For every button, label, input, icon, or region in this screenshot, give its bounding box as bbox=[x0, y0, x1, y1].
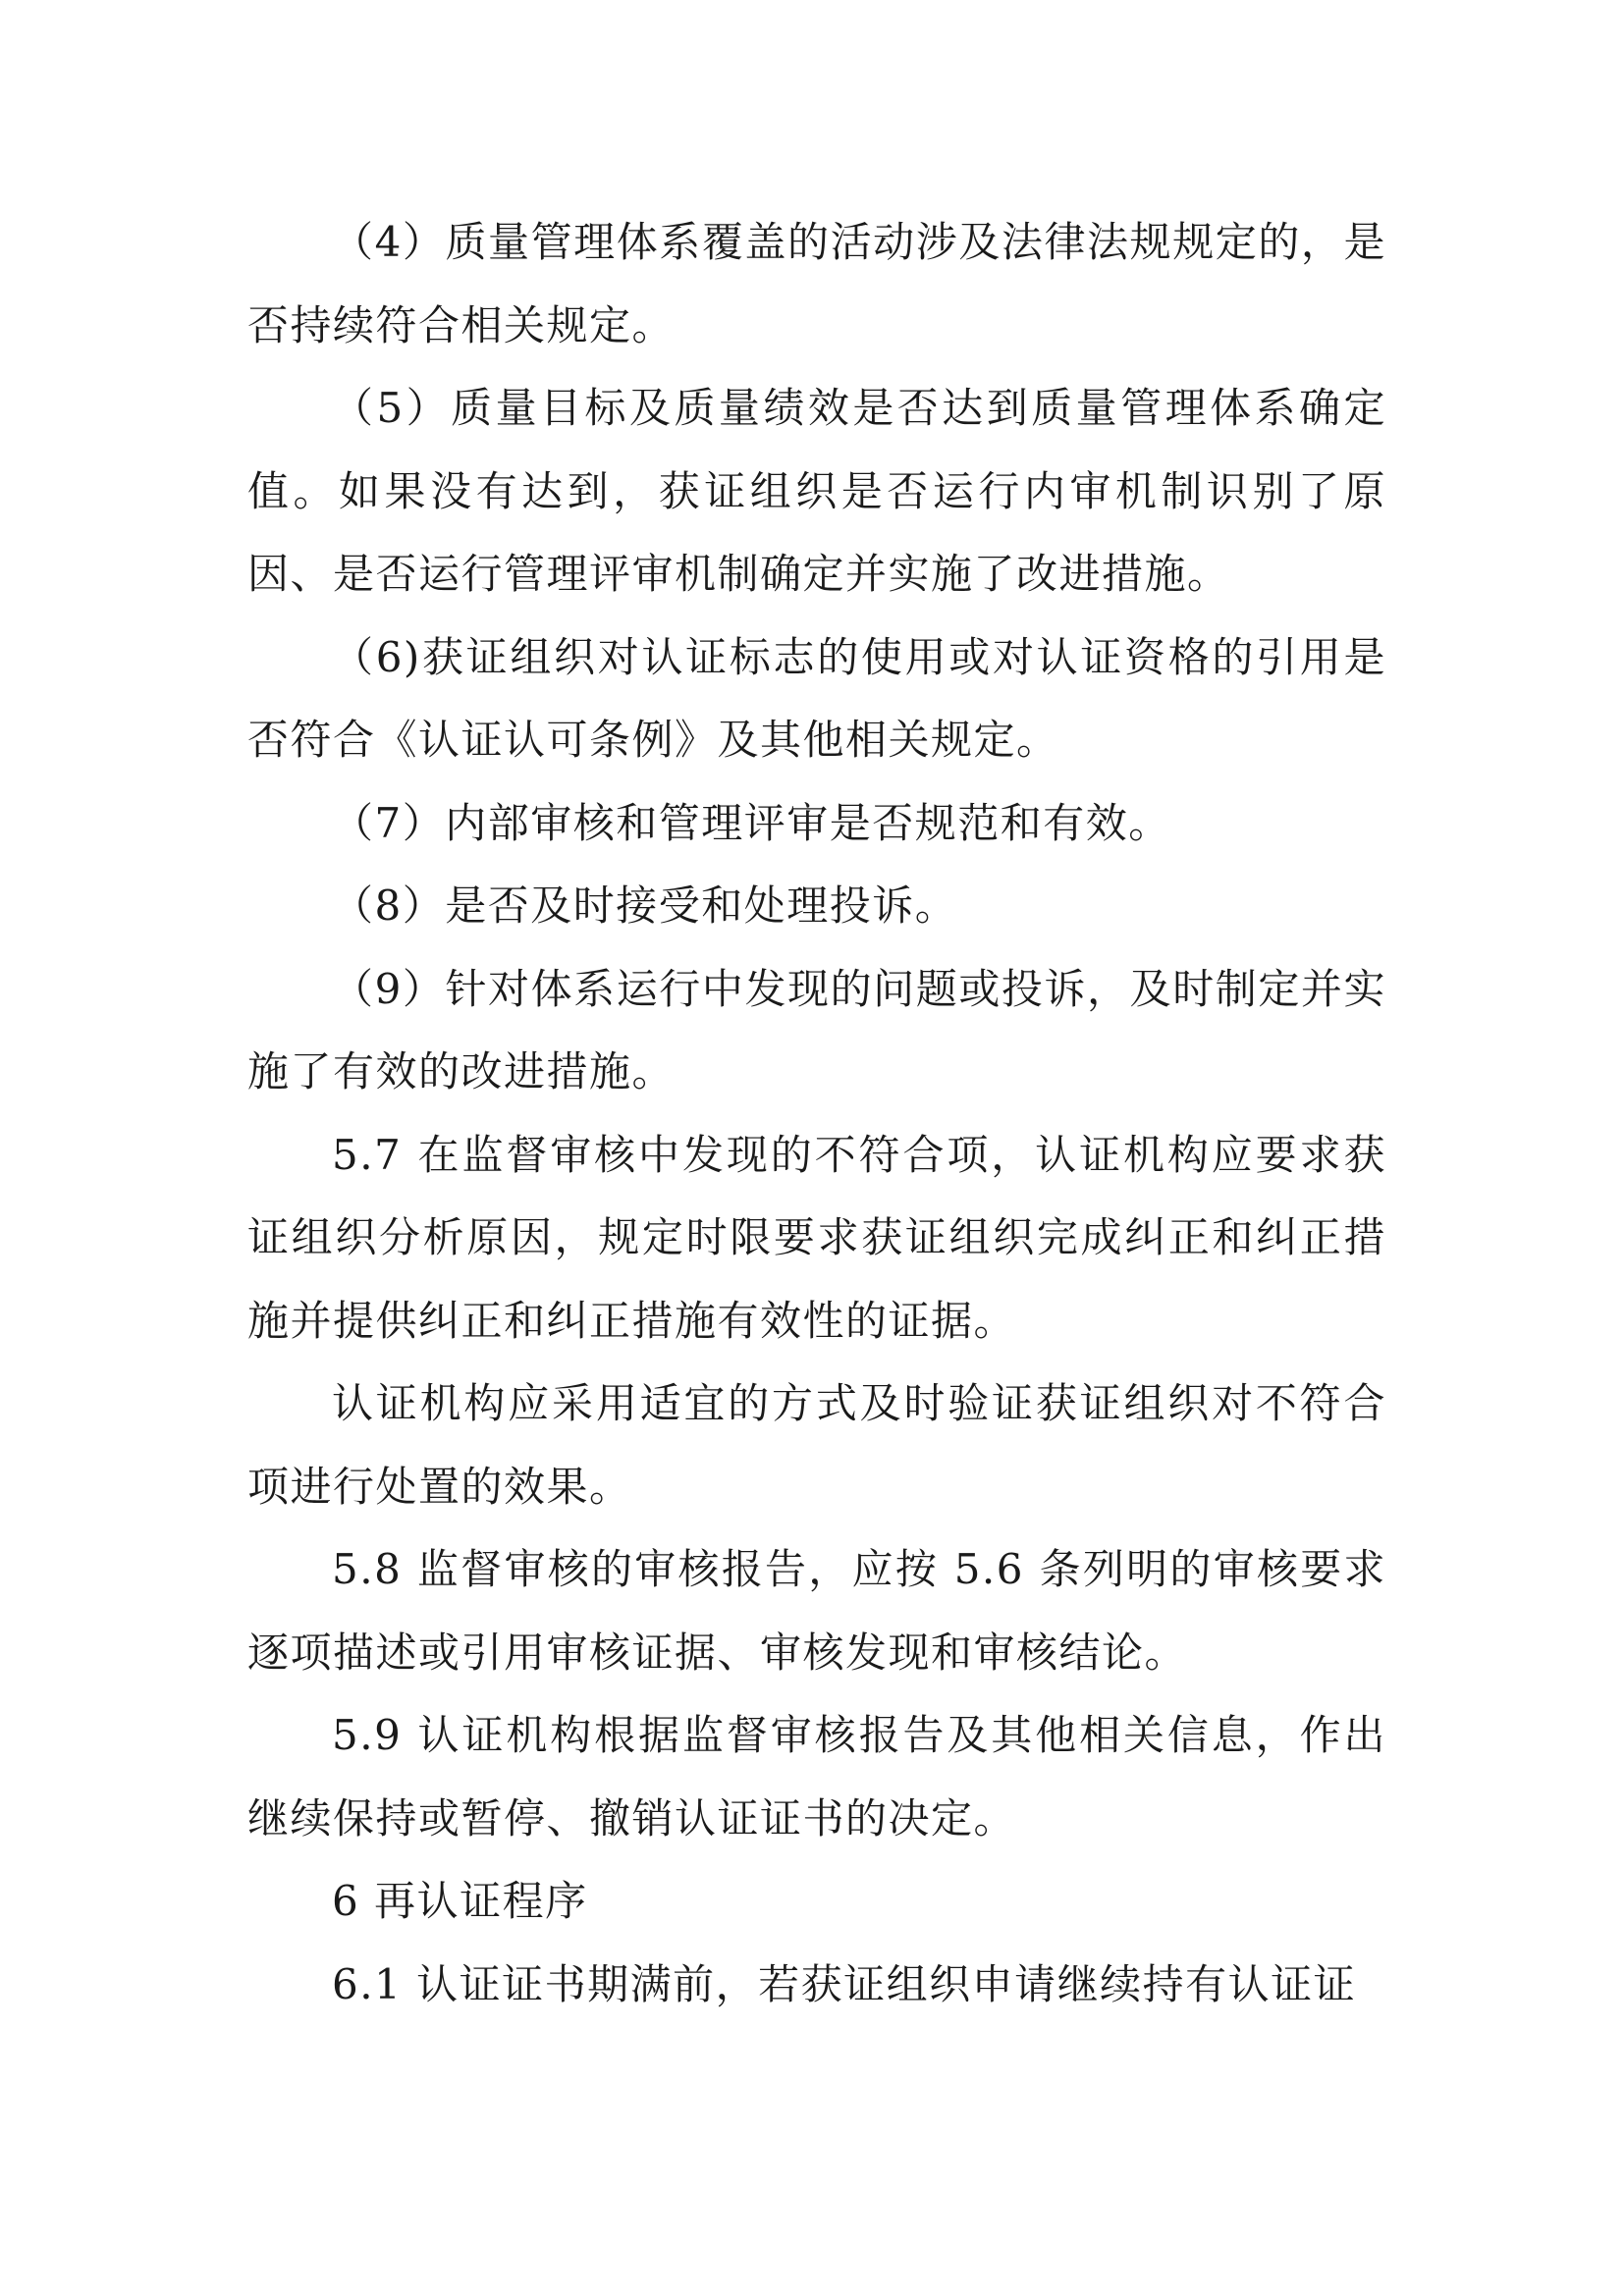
paragraph-section-5-7: 5.7 在监督审核中发现的不符合项，认证机构应要求获证组织分析原因，规定时限要求获证组织完成纠正和纠正措施并提供纠正和纠正措施有效性的证据。 bbox=[247, 1130, 1386, 1345]
paragraph-section-5-9: 5.9 认证机构根据监督审核报告及其他相关信息，作出继续保持或暂停、撤销认证证书的决定。 bbox=[247, 1711, 1386, 1842]
section-heading-6: 6 再认证程序 bbox=[332, 1877, 588, 1925]
paragraph-section-6-1: 6.1 认证证书期满前，若获证组织申请继续持有认证证 bbox=[332, 1959, 1357, 2008]
paragraph-item-5: （5）质量目标及质量绩效是否达到质量管理体系确定值。如果没有达到，获证组织是否运行内审机制识别了原因、是否运行管理评审机制确定并实施了改进措施。 bbox=[247, 384, 1386, 598]
document-body bbox=[247, 201, 1386, 2026]
paragraph-item-7: （7）内部审核和管理评审是否规范和有效。 bbox=[332, 798, 1171, 847]
paragraph-item-9: （9）针对体系运行中发现的问题或投诉，及时制定并实施了有效的改进措施。 bbox=[247, 964, 1386, 1095]
paragraph-item-8: （8）是否及时接受和处理投诉。 bbox=[332, 881, 958, 930]
paragraph-verification: 认证机构应采用适宜的方式及时验证获证组织对不符合项进行处置的效果。 bbox=[247, 1379, 1386, 1511]
paragraph-section-5-8: 5.8 监督审核的审核报告，应按 5.6 条列明的审核要求逐项描述或引用审核证据、审核发现和审核结论。 bbox=[247, 1545, 1386, 1677]
paragraph-item-6: （6)获证组织对认证标志的使用或对认证资格的引用是否符合《认证认可条例》及其他相关规定。 bbox=[247, 632, 1386, 764]
paragraph-item-4: （4）质量管理体系覆盖的活动涉及法律法规规定的，是否持续符合相关规定。 bbox=[247, 218, 1386, 349]
